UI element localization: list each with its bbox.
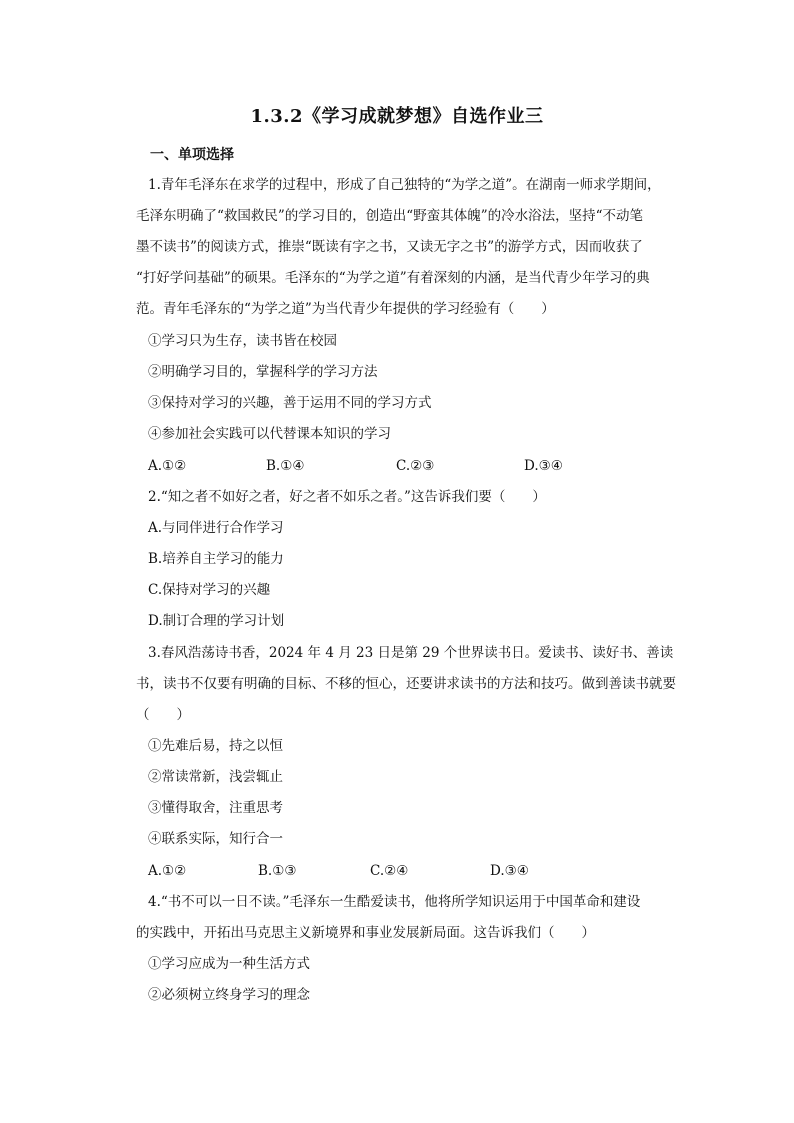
q3-option-c: C.②④ — [370, 863, 409, 879]
q2-option-d: D.制订合理的学习计划 — [148, 613, 285, 629]
q3-line-2: 书，读书不仅要有明确的目标、不移的恒心，还要讲求读书的方法和技巧。做到善读书就要 — [136, 676, 676, 692]
q3-option-d: D.③④ — [490, 863, 529, 879]
q1-line-5: 范。青年毛泽东的“为学之道”为当代青少年提供的学习经验有（ ） — [136, 301, 555, 317]
q1-item-1: ①学习只为生存，读书皆在校园 — [148, 333, 337, 349]
q1-line-4: “打好学问基础”的硕果。毛泽东的“为学之道”有着深刻的内涵，是当代青少年学习的典 — [136, 270, 650, 286]
q2-option-a: A.与同伴进行合作学习 — [148, 520, 284, 536]
q3-item-1: ①先难后易，持之以恒 — [148, 738, 283, 754]
q1-option-c: C.②③ — [396, 458, 435, 474]
q3-options — [0, 860, 794, 882]
q3-item-2: ②常读常新，浅尝辄止 — [148, 769, 283, 785]
q2-option-b: B.培养自主学习的能力 — [148, 551, 284, 567]
q1-item-3: ③保持对学习的兴趣，善于运用不同的学习方式 — [148, 395, 432, 411]
section-heading: 一、单项选择 — [150, 147, 234, 163]
q3-item-4: ④联系实际，知行合一 — [148, 831, 283, 847]
q1-option-a: A.①② — [148, 458, 187, 474]
q3-line-3: （ ） — [136, 707, 190, 723]
q1-item-2: ②明确学习目的，掌握科学的学习方法 — [148, 364, 378, 380]
q3-option-b: B.①③ — [258, 863, 297, 879]
q1-line-3: 墨不读书”的阅读方式，推崇“既读有字之书，又读无字之书”的游学方式，因而收获了 — [136, 239, 643, 255]
q4-line-1: 4.“书不可以一日不读。”毛泽东一生酷爱读书，他将所学知识运用于中国革命和建设 — [148, 894, 641, 910]
q3-line-1: 3.春风浩荡诗书香，2024 年 4 月 23 日是第 29 个世界读书日。爱读书、读好书、善读 — [148, 645, 674, 661]
q1-options — [0, 455, 794, 477]
q4-item-2: ②必须树立终身学习的理念 — [148, 987, 310, 1003]
q4-item-1: ①学习应成为一种生活方式 — [148, 956, 310, 972]
q2-line-1: 2.“知之者不如好之者，好之者不如乐之者。”这告诉我们要（ ） — [148, 489, 546, 505]
q1-line-1: 1.青年毛泽东在求学的过程中，形成了自己独特的“为学之道”。在湖南一师求学期间， — [148, 177, 661, 193]
q1-option-d: D.③④ — [524, 458, 563, 474]
q2-option-c: C.保持对学习的兴趣 — [148, 582, 271, 598]
document-title: 1.3.2《学习成就梦想》自选作业三 — [250, 106, 544, 127]
q1-option-b: B.①④ — [266, 458, 305, 474]
q1-item-4: ④参加社会实践可以代替课本知识的学习 — [148, 426, 391, 442]
q1-line-2: 毛泽东明确了“救国救民”的学习目的，创造出“野蛮其体魄”的冷水浴法，坚持“不动笔 — [136, 208, 644, 224]
q3-item-3: ③懂得取舍，注重思考 — [148, 800, 283, 816]
q3-option-a: A.①② — [148, 863, 187, 879]
q4-line-2: 的实践中，开拓出马克思主义新境界和事业发展新局面。这告诉我们（ ） — [136, 925, 595, 941]
